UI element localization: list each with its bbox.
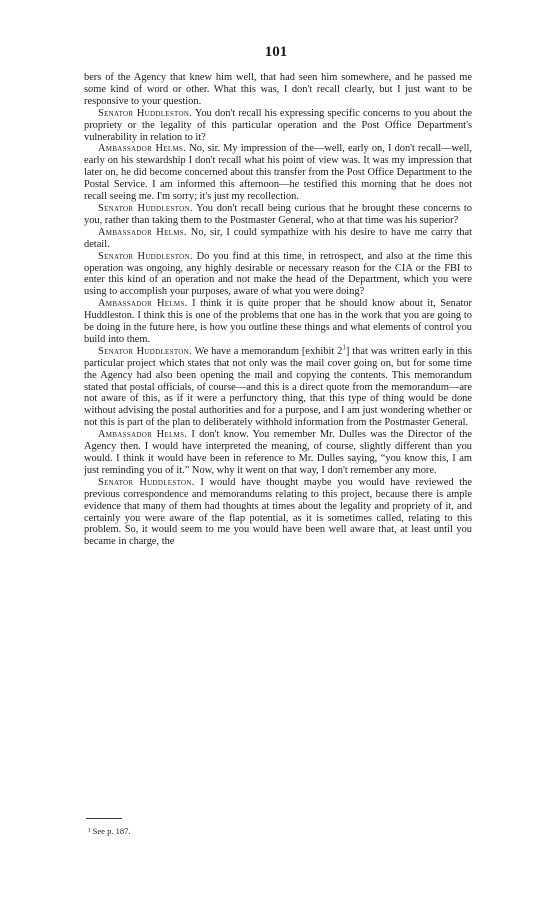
paragraph-text: bers of the Agency that knew him well, that had seen him somewhere, and he passed me some kind of word or other. What this was, I don't recall clearly, but I just want to be responsive to your question. [84, 72, 472, 107]
paragraph-text: No, sir. My impression of the—well, early on, I don't recall—well, early on his stewardship I don't recall what his point of view was. It was my impression that later on, he did become concerned about this transfer from the Post Office Department to the Postal Service. I am informed this afternoon—he testified this morning that he does not recall seeing me. I'm sorry; it's just my recollection. [84, 143, 472, 203]
speaker-name: Ambassador Helms. [98, 226, 187, 238]
speaker-name: Senator Huddleston. [98, 202, 193, 214]
paragraph-1 [84, 108, 472, 144]
footnote: ¹ See p. 187. [88, 826, 131, 836]
speaker-name: Ambassador Helms. [98, 298, 188, 310]
paragraph-5 [84, 251, 472, 299]
paragraph-7 [84, 343, 472, 429]
paragraph-0 [84, 72, 472, 108]
paragraph-text: ] that was written early in this particular project which states that not only was the mail cover going on, but for some time the Agency had also been opening the mail and copying the contents. This memorandum stated that postal officials, of course—and this is a direct quote from the memorandum—are not aware of this, as if it were a perfunctory thing, that this type of thing would be done without advising the postal authorities and for a purpose, and I am just wondering whether or not this is part of the plan to deliberately withhold information from the Postmaster General. [84, 345, 472, 429]
footnote-reference: 1 [342, 343, 346, 352]
paragraph-9 [84, 477, 472, 548]
paragraph-text: We have a memorandum [exhibit 2 [191, 345, 343, 357]
speaker-name: Ambassador Helms. [98, 143, 187, 155]
paragraph-text: Do you find at this time, in retrospect, and also at the time this operation was ongoing, any highly desirable or necessary reason for the CIA or the FBI to enter this kind of an operation and not make the head of the Department, which you were using to accomplish your purposes, aware of what you were doing? [84, 250, 472, 298]
paragraph-text: I think it is quite proper that he should know about it, Senator Huddleston. I think this is one of the problems that one has in the work that you are going to be doing in the future here, is how you outline these things and what elements of control you build into them. [84, 298, 473, 345]
paragraph-text: You don't recall being curious that he brought these concerns to you, rather than taking them to the Postmaster General, who at that time was his superior? [84, 202, 472, 226]
speaker-name: Senator Huddleston. [98, 345, 192, 357]
transcript-body [84, 72, 472, 548]
paragraph-text: You don't recall his expressing specific concerns to you about the propriety or the legality of this particular operation and the Post Office Department's vulnerability in relation to it? [84, 107, 472, 143]
paragraph-8 [84, 429, 472, 477]
paragraph-text: No, sir, I could sympathize with his desire to have me carry that detail. [84, 226, 472, 250]
speaker-name: Senator Huddleston. [98, 107, 193, 119]
speaker-name: Senator Huddleston. [98, 476, 195, 488]
page-number: 101 [264, 44, 288, 60]
paragraph-text: I would have thought maybe you would have reviewed the previous correspondence and memorandums relating to this project, because there is ample evidence that many of them had thoughts at times about the legality and propriety of it, and certainly you were aware of the flap potential, as it is sometimes called, relating to this problem. So, it would seem to me you would have been well aware that, at least until you became in charge, the [84, 476, 472, 548]
speaker-name: Ambassador Helms. [98, 429, 188, 441]
paragraph-text: I don't know. You remember Mr. Dulles was the Director of the Agency then. I would have interpreted the meaning, of course, slightly different than you would. I think it would have been in reference to Mr. Dulles saying, “you know this, I am just reminding you of it.” Now, why it went on that way, I don't remember any more. [84, 429, 472, 476]
paragraph-2 [84, 143, 472, 203]
paragraph-4 [84, 227, 472, 251]
speaker-name: Senator Huddleston. [98, 250, 193, 262]
paragraph-6 [84, 298, 472, 346]
footnote-divider [86, 818, 122, 819]
paragraph-3 [84, 203, 472, 227]
